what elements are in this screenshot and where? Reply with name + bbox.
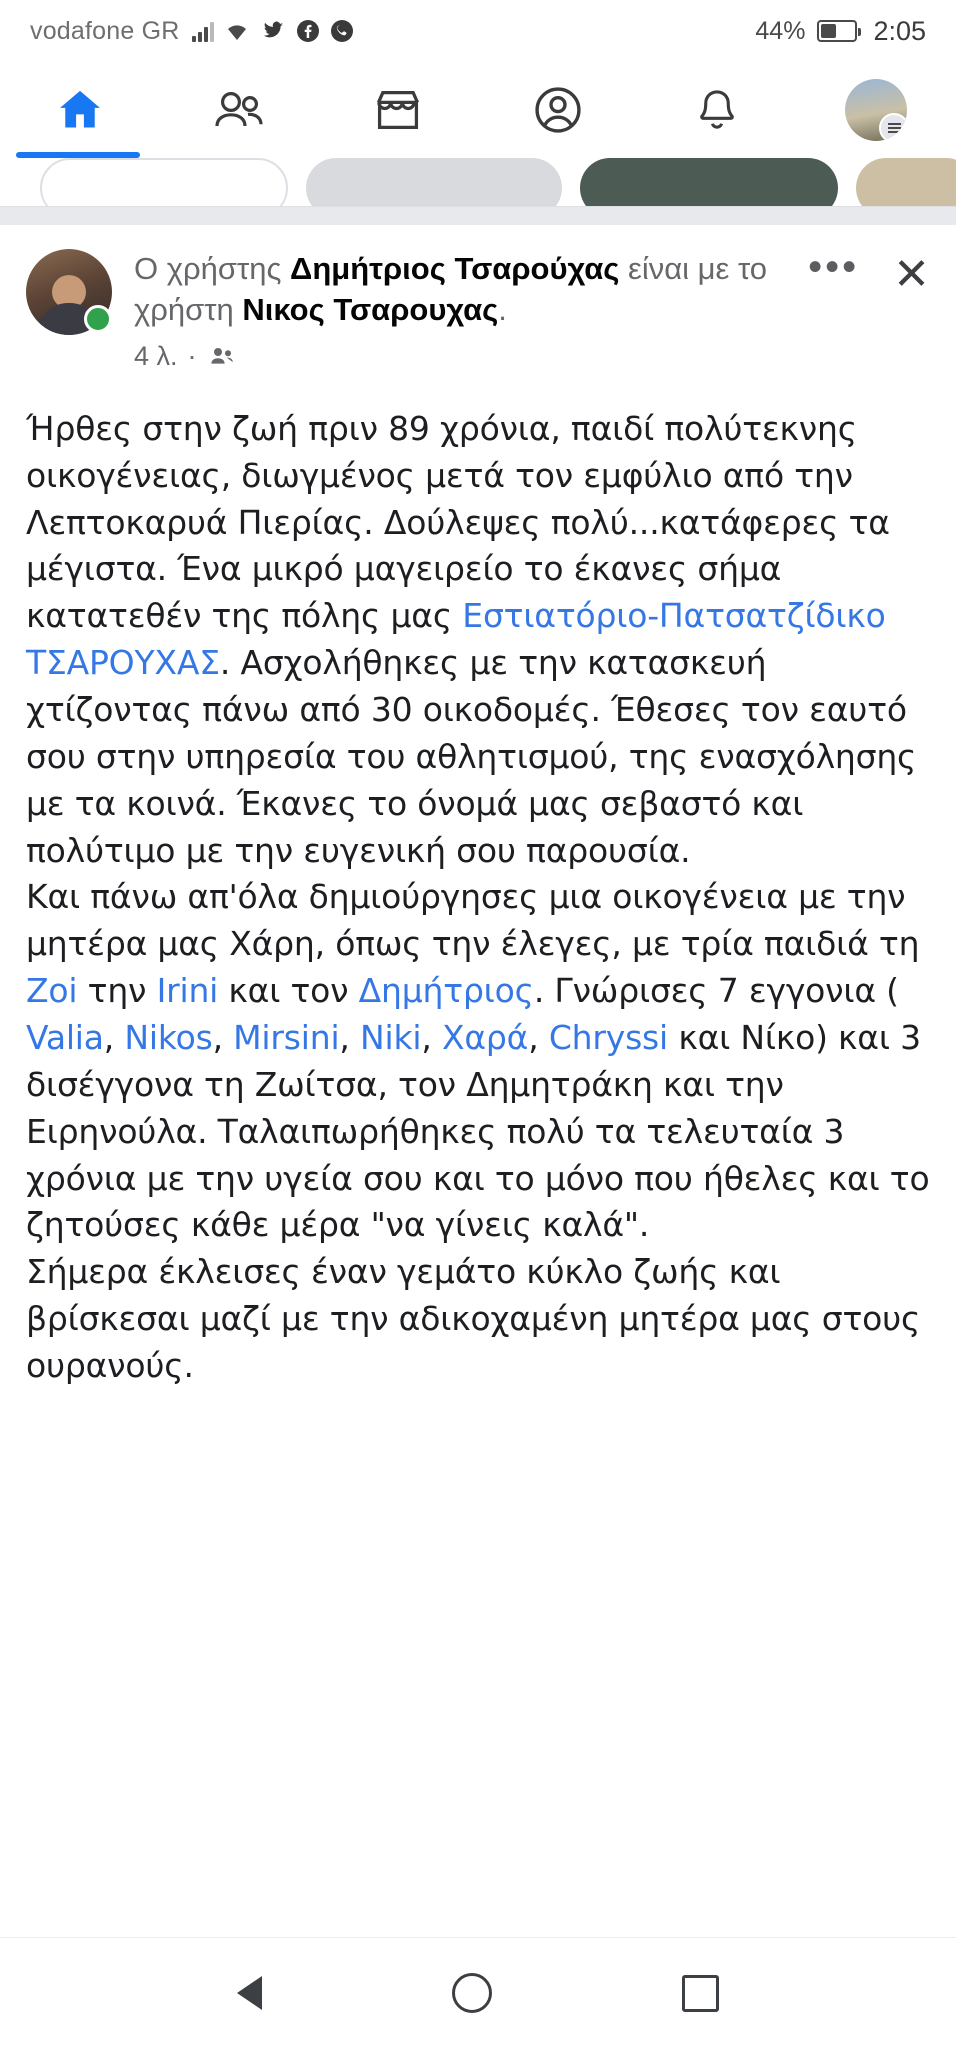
section-divider (0, 206, 956, 225)
viber-icon (330, 19, 354, 43)
post-options-button[interactable]: ••• (808, 245, 860, 289)
battery-icon (817, 20, 857, 42)
battery-percent-label: 44% (755, 16, 806, 45)
friends-icon (211, 84, 267, 136)
content-fade (0, 1890, 956, 1930)
wifi-icon (224, 20, 250, 42)
bell-icon (692, 83, 742, 137)
top-tab-bar (0, 62, 956, 158)
chip-item[interactable] (40, 158, 288, 206)
tab-home[interactable] (0, 62, 159, 158)
post-header-actions (808, 245, 930, 299)
status-bar-left (30, 17, 755, 46)
avatar[interactable] (26, 249, 112, 335)
post-body-text (26, 406, 930, 1390)
post-meta (134, 249, 808, 372)
home-circle-icon[interactable] (452, 1973, 492, 2013)
status-bar-right (755, 16, 926, 47)
post-timestamp[interactable]: 4 λ. (134, 340, 178, 371)
post-body-link[interactable]: Δημήτριος (358, 971, 534, 1011)
post-body-link[interactable]: Niki (360, 1017, 422, 1057)
post-author-line (134, 249, 798, 331)
clock-label: 2:05 (873, 15, 926, 46)
filter-chip-strip[interactable] (0, 158, 956, 206)
post-body-link[interactable]: Zoi (26, 971, 78, 1011)
tab-marketplace[interactable] (319, 62, 478, 158)
status-icon-group (192, 19, 354, 43)
active-tab-indicator (16, 152, 140, 158)
recents-square-icon[interactable] (682, 1975, 719, 2012)
post-body-link[interactable]: Χαρά (441, 1017, 529, 1057)
post-body-link[interactable]: Chryssi (548, 1017, 669, 1057)
android-nav-bar (0, 1937, 956, 2048)
carrier-label: vodafone GR (30, 16, 180, 45)
chip-item[interactable] (306, 158, 562, 206)
store-icon (371, 84, 425, 136)
meta-separator: · (187, 340, 197, 371)
with-text-label: είναι με το χρήστη (134, 251, 768, 327)
home-icon (54, 84, 106, 136)
chip-item[interactable] (580, 158, 838, 206)
facebook-icon (296, 19, 320, 43)
post-body-link[interactable]: Nikos (124, 1017, 213, 1057)
online-status-dot (84, 305, 112, 333)
post-paragraph: Ήρθες στην ζωή πριν 89 χρόνια, παιδί πολύτεκνης οικογένειας, διωγμένος μετά τον εμφύλιο από την Λεπτοκαρυά Πιερίας. Δούλεψες πολύ...κατάφερες τα μέγιστα. Ένα μικρό μαγειρείο το έκανες σήμα κατατεθέν της πόλης μας Εστιατόριο-Πατσατζίδικο ΤΣΑΡΟΥΧΑΣ. Ασχολήθηκες με την κατασκευή χτίζοντας πάνω από 30 οικοδομές. Έθεσες τον εαυτό σου στην υπηρεσία του αθλητισμού, της ενασχόλησης με τα κοινά. Έκανες το όνομά μας σεβαστό και πολύτιμο με την ευγενική σου παρουσία. Και πάνω απ'όλα δημιούργησες μια οικογένεια με την μητέρα μας Χάρη, όπως την έλεγες, με τρία παιδιά τη Zoi την Irini και τον Δημήτριος. Γνώρισες 7 εγγονια ( Valia, Nikos, Mirsini, Niki, Χαρά, Chryssi και Νίκο) και 3 δισέγγονα τη Ζωίτσα, τον Δημητράκη και την Ειρηνούλα. Ταλαιπωρήθηκες πολύ τα τελευταία 3 χρόνια με την υγεία σου και το μόνο που ήθελες και το ζητούσες κάθε μέρα "να γίνεις καλά". Σήμερα έκλεισες έναν γεμάτο κύκλο ζωής και βρίσκεσαι μαζί με την αδικοχαμένη μητέρα μας στους ουρανούς. (26, 408, 930, 1385)
chip-item[interactable] (856, 158, 956, 206)
tagged-person-link[interactable]: Νικος Τσαρουχας (242, 291, 499, 327)
post-body-link[interactable]: Irini (156, 971, 219, 1011)
tab-friends[interactable] (159, 62, 318, 158)
author-name-link[interactable]: Δημήτριος Τσαρούχας (290, 251, 620, 286)
post-card (0, 225, 956, 1390)
back-icon[interactable] (237, 1976, 262, 2010)
person-circle-icon (531, 83, 585, 137)
tab-notifications[interactable] (637, 62, 796, 158)
close-post-button[interactable]: ✕ (893, 250, 930, 299)
post-subtitle (134, 341, 798, 372)
post-body-link[interactable]: Mirsini (233, 1017, 340, 1057)
avatar-menu-icon (845, 79, 907, 141)
period-label: . (498, 291, 507, 327)
post-header (26, 225, 930, 372)
tab-profile[interactable] (478, 62, 637, 158)
audience-friends-icon[interactable] (207, 344, 237, 368)
hamburger-badge-icon (879, 113, 907, 141)
post-body-link[interactable]: Εστιατόριο-Πατσατζίδικο ΤΣΑΡΟΥΧΑΣ (26, 596, 886, 683)
status-bar (0, 0, 956, 62)
post-body-link[interactable]: Valia (26, 1017, 104, 1057)
author-prefix-label: Ο χρήστης (134, 251, 291, 286)
tab-menu[interactable] (797, 62, 956, 158)
twitter-icon (260, 20, 286, 42)
signal-icon (192, 20, 214, 42)
